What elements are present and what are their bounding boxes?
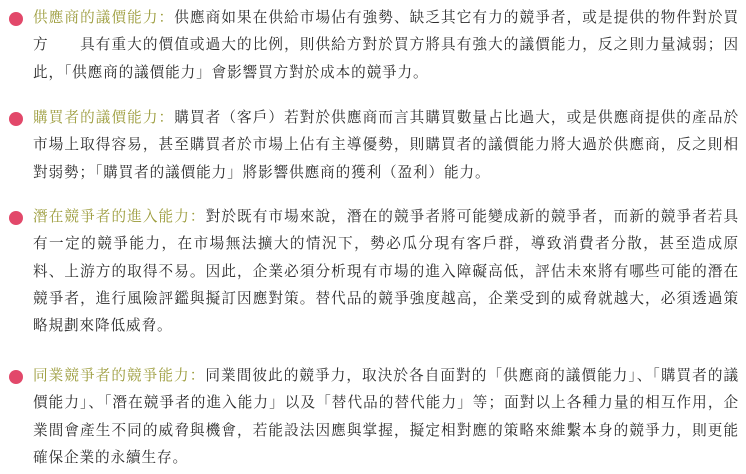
paragraph-text: 同業間彼此的競爭力，取決於各自面對的「供應商的議價能力」、「購買者的議價能力」、「潛在競爭者的進入能力」以及「替代品的替代能力」等；面對以上各種力量的相互作用，企業間會產生不同的威脅與機會，若能設法因應與掌握，擬定相對應的策略來維繫本身的競爭力，則更能確保企業的永續生存。: [33, 367, 739, 466]
paragraph-text: 對於既有市場來說，潛在的競爭者將可能變成新的競爭者，而新的競爭者若具有一定的競爭能力，在市場無法擴大的情況下，勢必瓜分現有客戶群，導致消費者分散，甚至造成原料、上游方的取得不易。因此，企業必須分析現有市場的進入障礙高低，評估未來將有哪些可能的潛在競爭者，進行風險評鑑與擬訂因應對策。替代品的競爭強度越高，企業受到的威脅就越大，必須透過策略規劃來降低威脅。: [33, 208, 739, 335]
term-label: 潛在競爭者的進入能力：: [33, 208, 206, 225]
paragraph: [33, 362, 739, 471]
term-label: 供應商的議價能力：: [33, 9, 175, 26]
paragraph: [33, 4, 739, 86]
paragraph-text: 購買者（客戶）若對於供應商而言其購買數量占比過大，或是供應商提供的產品於市場上取得容易，甚至購買者於市場上佔有主導優勢，則購買者的議價能力將大過於供應商，反之則相對弱勢；「購買者的議價能力」將影響供應商的獲利（盈利）能力。: [33, 109, 740, 181]
bullet-icon: [9, 12, 23, 26]
bullet-icon: [9, 370, 23, 384]
paragraph: [33, 203, 739, 339]
term-label: 同業競爭者的競爭能力：: [33, 367, 206, 384]
term-label: 購買者的議價能力：: [33, 109, 175, 126]
paragraph-text: 供應商如果在供給市場佔有強勢、缺乏其它有力的競爭者，或是提供的物件對於買方 具有重大的價值或過大的比例，則供給方對於買方將具有強大的議價能力，反之則力量減弱；因此，「供應商的議價能力」會影響買方對於成本的競爭力。: [33, 9, 740, 81]
bullet-icon: [9, 211, 23, 225]
bullet-icon: [9, 112, 23, 126]
paragraph: [33, 104, 739, 186]
